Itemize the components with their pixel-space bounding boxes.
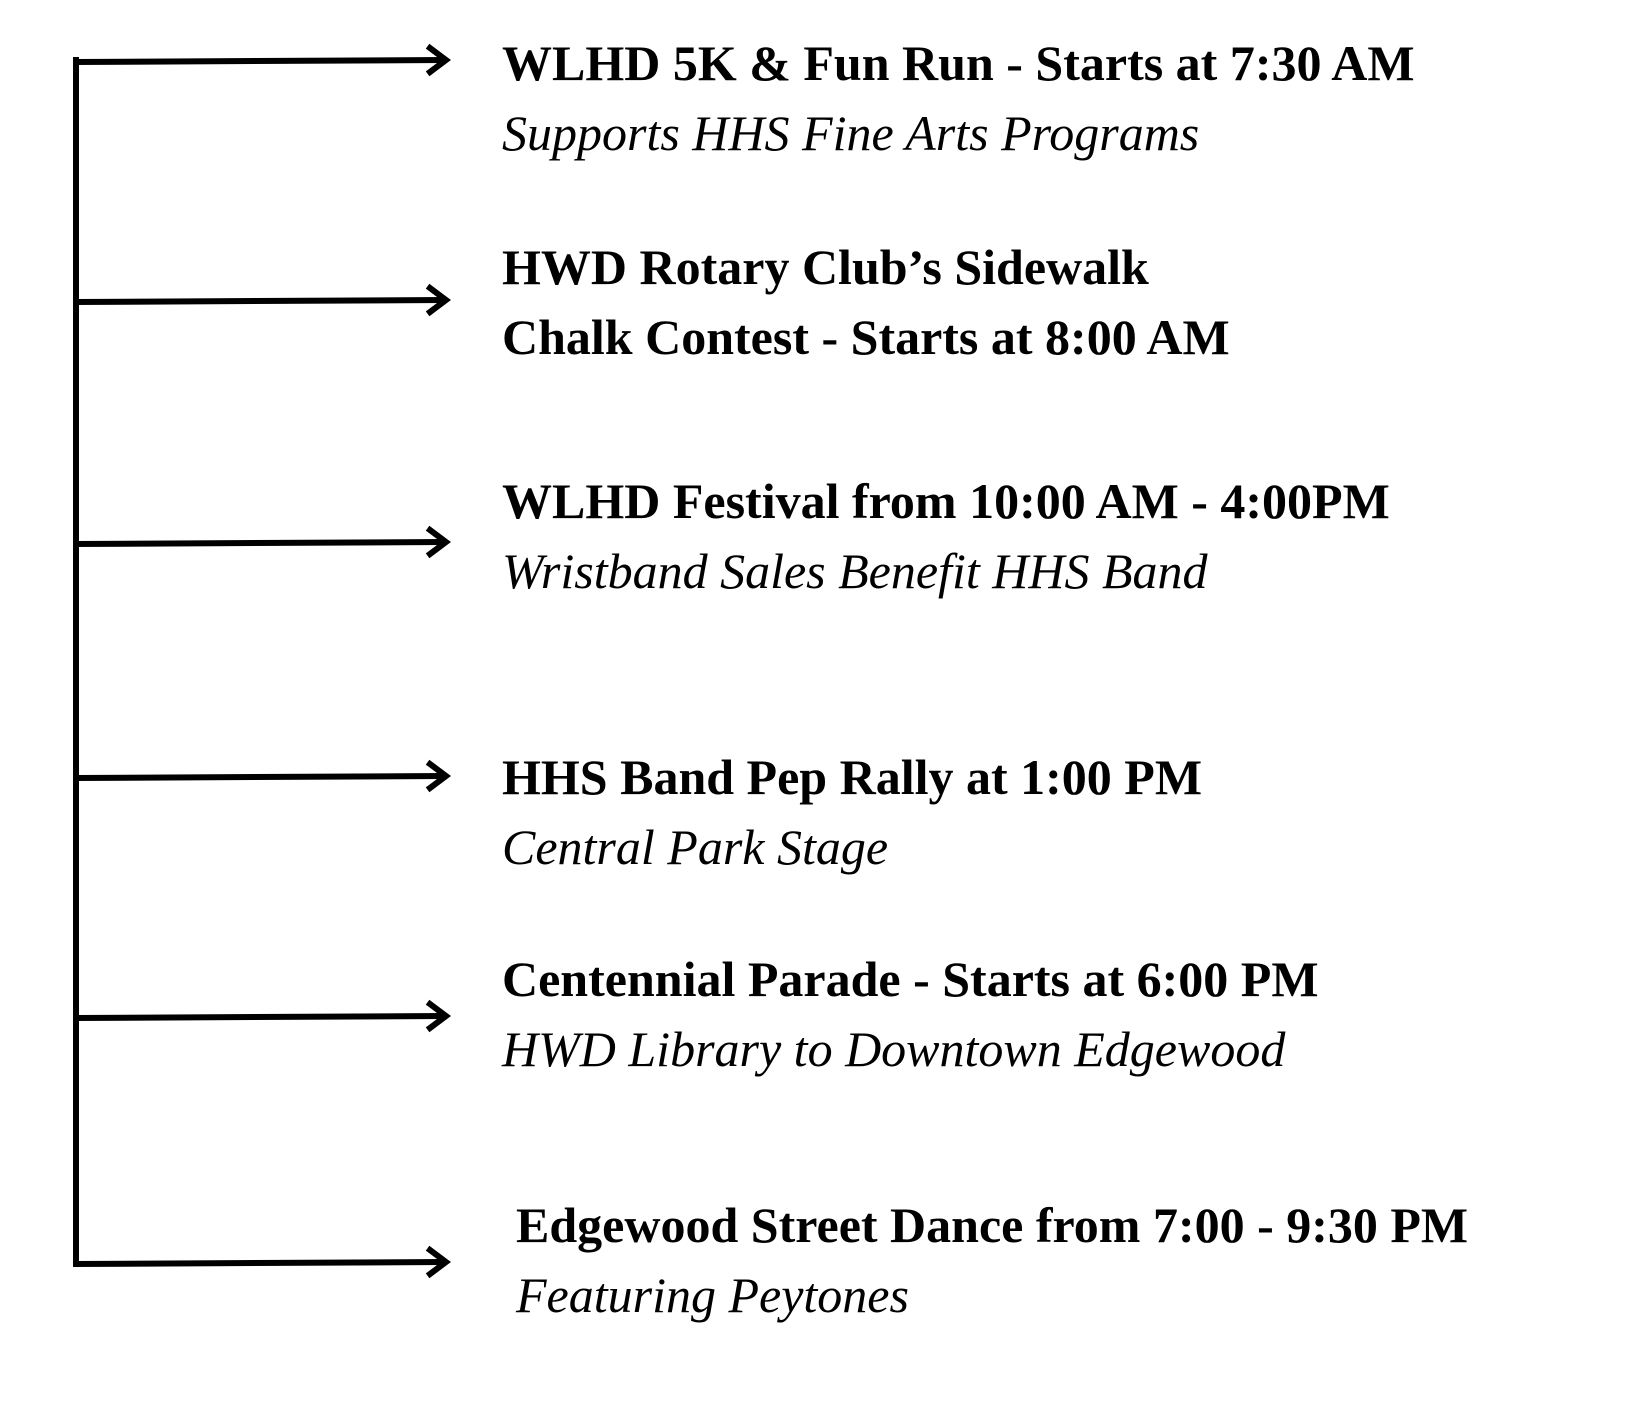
event-detail: Central Park Stage bbox=[502, 819, 889, 875]
event-parade bbox=[502, 944, 1602, 1084]
event-title: WLHD 5K & Fun Run - Starts at 7:30 AM bbox=[502, 35, 1415, 91]
event-title-line: Chalk Contest - Starts at 8:00 AM bbox=[502, 309, 1230, 365]
branch-line-5 bbox=[76, 1016, 442, 1018]
branch-line-1 bbox=[76, 60, 442, 62]
event-festival bbox=[502, 466, 1602, 606]
event-detail: Supports HHS Fine Arts Programs bbox=[502, 105, 1200, 161]
event-title: WLHD Festival from 10:00 AM - 4:00PM bbox=[502, 473, 1390, 529]
event-title: Edgewood Street Dance from 7:00 - 9:30 PM bbox=[516, 1197, 1469, 1253]
event-title-line: HWD Rotary Club’s Sidewalk bbox=[502, 239, 1149, 295]
event-title bbox=[502, 232, 1602, 372]
event-chalk-contest bbox=[502, 232, 1602, 372]
branch-line-4 bbox=[76, 776, 442, 778]
branch-line-2 bbox=[76, 300, 442, 302]
branch-line-3 bbox=[76, 542, 442, 544]
event-5k-fun-run bbox=[502, 28, 1602, 168]
event-title: HHS Band Pep Rally at 1:00 PM bbox=[502, 749, 1203, 805]
event-detail: HWD Library to Downtown Edgewood bbox=[502, 1021, 1286, 1077]
event-detail: Wristband Sales Benefit HHS Band bbox=[502, 543, 1208, 599]
event-title: Centennial Parade - Starts at 6:00 PM bbox=[502, 951, 1319, 1007]
event-detail: Featuring Peytones bbox=[516, 1267, 909, 1323]
event-street-dance bbox=[516, 1190, 1616, 1330]
event-pep-rally bbox=[502, 742, 1602, 882]
branch-line-6 bbox=[76, 1262, 442, 1264]
